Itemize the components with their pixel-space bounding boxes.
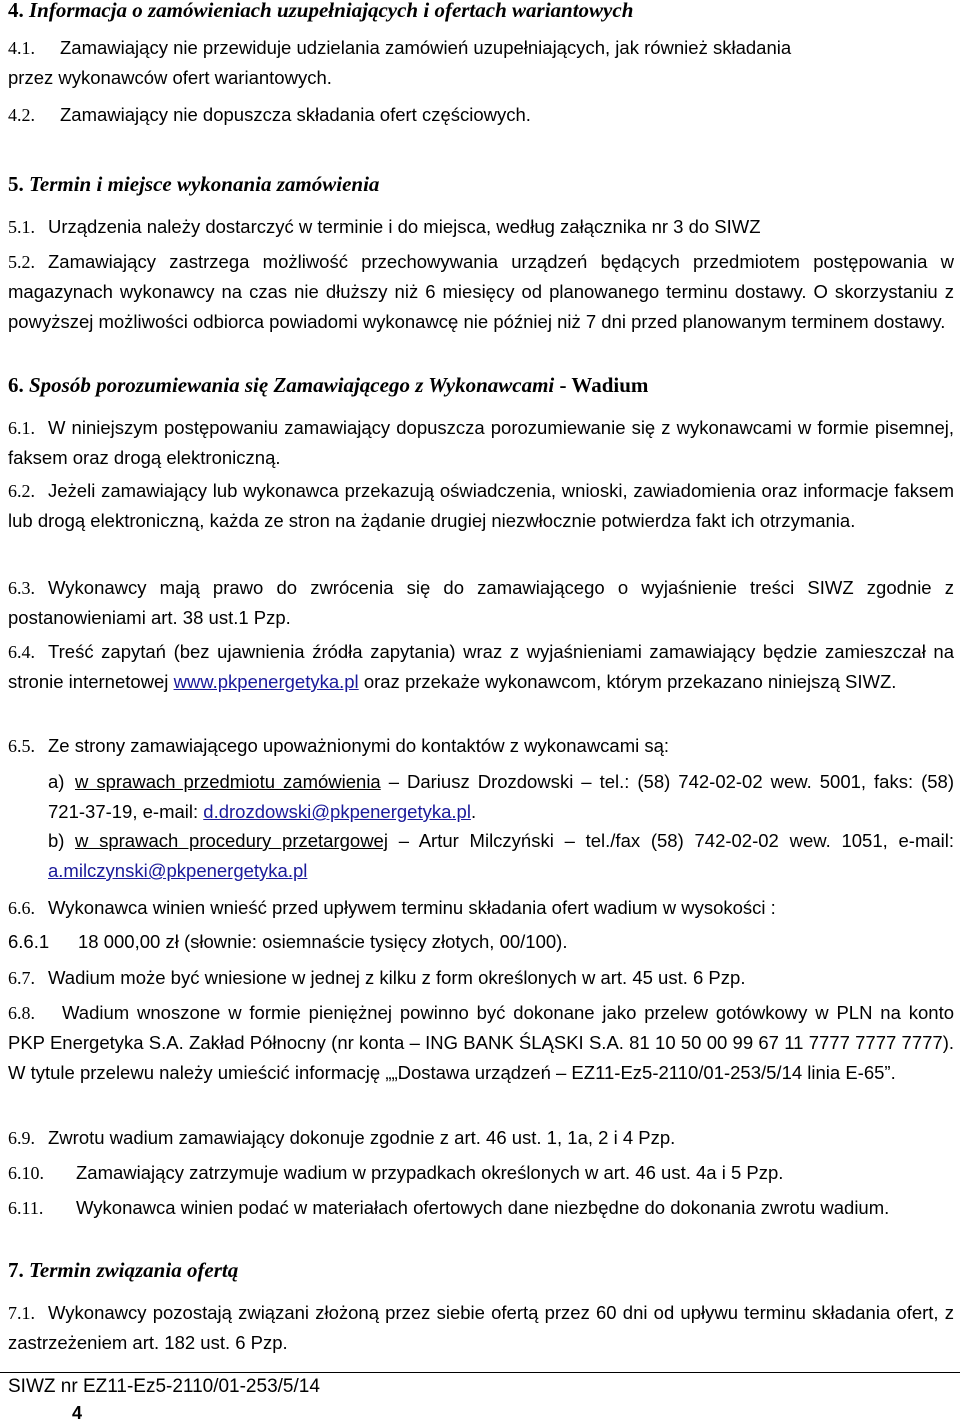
paragraph-number: 6.4. [8, 642, 35, 662]
paragraph-number: 6.7. [8, 968, 35, 988]
paragraph-text: Wadium wnoszone w formie pieniężnej powinno być dokonane jako przelew gotówkowy w PLN na konto PKP Energetyka S.A. Zakład Północny (nr konta – ING BANK ŚLĄSKI S.A. 81 10 50 00 99 67 11 7777 7777 7777). W tytule przelewu należy umieścić informację „„Dostawa urządzeń – EZ11-Ez5-2110/01-253/5/14 linia E-65”. [8, 1002, 954, 1083]
contact-role: w sprawach przedmiotu zamówienia [75, 771, 381, 792]
paragraph-text: Jeżeli zamawiający lub wykonawca przekazują oświadczenia, wnioski, zawiadomienia oraz informacje faksem lub drogą elektroniczną, każda ze stron na żądanie drugiej niezwłocznie potwierdza fakt ich otrzymania. [8, 480, 954, 531]
section-4-heading [8, 0, 633, 23]
paragraph-number: 4.1. [8, 38, 35, 58]
punctuation: . [470, 801, 477, 822]
paragraph-text: Zamawiający nie przewiduje udzielania zamówień uzupełniających, jak również składania [60, 37, 792, 58]
paragraph-4-2 [8, 100, 954, 130]
section-6-heading [8, 373, 648, 398]
paragraph-6-5 [8, 731, 954, 761]
paragraph-number: 5.2. [8, 252, 35, 272]
footer-divider [0, 1372, 960, 1373]
paragraph-number: 7.1. [8, 1303, 35, 1323]
paragraph-6-2 [8, 476, 954, 536]
email-link[interactable]: d.drozdowski@pkpenergetyka.pl [203, 801, 471, 822]
paragraph-text: Ze strony zamawiającego upoważnionymi do kontaktów z wykonawcami są: [48, 735, 670, 756]
paragraph-text: Wykonawca winien wnieść przed upływem terminu składania ofert wadium w wysokości : [48, 897, 776, 918]
paragraph-number: 6.6.1 [8, 931, 50, 952]
paragraph-number: 6.2. [8, 481, 35, 501]
paragraph-text: Zamawiający nie dopuszcza składania ofert częściowych. [60, 104, 531, 125]
section-subtitle: - Wadium [559, 373, 649, 397]
email-link[interactable]: a.milczynski@pkpenergetyka.pl [48, 860, 308, 881]
paragraph-6-11 [8, 1193, 954, 1223]
paragraph-text: przez wykonawców ofert wariantowych. [8, 67, 332, 88]
paragraph-number: 6.9. [8, 1128, 35, 1148]
contact-item-b [48, 826, 954, 886]
paragraph-number: 6.11. [8, 1198, 44, 1218]
paragraph-text: oraz przekaże wykonawcom, którym przekazano niniejszą SIWZ. [363, 671, 897, 692]
paragraph-6-9 [8, 1123, 954, 1153]
paragraph-6-6 [8, 893, 954, 923]
paragraph-5-1 [8, 212, 954, 242]
section-number: 4. [8, 0, 24, 22]
contact-details: – Dariusz Drozdowski – tel.: (58) 742-02-02 wew. 5001, faks: (58) 721-37-19, e-mail: [48, 771, 955, 822]
section-title: Termin związania ofertą [29, 1258, 239, 1282]
section-number: 5. [8, 172, 24, 196]
paragraph-number: 6.5. [8, 736, 35, 756]
paragraph-6-8 [8, 998, 954, 1088]
paragraph-text: 18 000,00 zł (słownie: osiemnaście tysięcy złotych, 00/100). [78, 931, 568, 952]
paragraph-text: Wadium może być wniesione w jednej z kilku z form określonych w art. 45 ust. 6 Pzp. [48, 967, 746, 988]
paragraph-text: Zamawiający zatrzymuje wadium w przypadkach określonych w art. 46 ust. 4a i 5 Pzp. [76, 1162, 784, 1183]
footer-reference: SIWZ nr EZ11-Ez5-2110/01-253/5/14 [8, 1376, 320, 1397]
contact-item-a [48, 767, 954, 827]
paragraph-5-2 [8, 247, 954, 337]
list-letter: a) [48, 771, 65, 792]
website-link[interactable]: www.pkpenergetyka.pl [173, 671, 359, 692]
paragraph-6-6-1 [8, 927, 954, 957]
paragraph-text: Treść zapytań (bez ujawnienia źródła zapytania) wraz z wyjaśnieniami zamawiający będzie zamieszczał na stronie internetowej [8, 641, 954, 692]
paragraph-4-1 [8, 33, 954, 93]
section-7-heading [8, 1258, 238, 1283]
paragraph-text: Zwrotu wadium zamawiający dokonuje zgodnie z art. 46 ust. 1, 1a, 2 i 4 Pzp. [48, 1127, 676, 1148]
section-number: 6. [8, 373, 24, 397]
paragraph-text: Zamawiający zastrzega możliwość przechowywania urządzeń będących przedmiotem postępowania w magazynach wykonawcy na czas nie dłuższy niż 6 miesięcy od planowanego terminu dostawy. O skorzystaniu z powyższej możliwości odbiorca powiadomi wykonawcę nie później niż 7 dni przed planowanym terminem dostawy. [8, 251, 954, 332]
paragraph-number: 6.3. [8, 578, 35, 598]
paragraph-6-10 [8, 1158, 954, 1188]
section-number: 7. [8, 1258, 24, 1282]
paragraph-6-3 [8, 573, 954, 633]
paragraph-6-4 [8, 637, 954, 697]
paragraph-7-1 [8, 1298, 954, 1358]
list-letter: b) [48, 830, 65, 851]
section-5-heading [8, 172, 379, 197]
section-title: Termin i miejsce wykonania zamówienia [29, 172, 380, 196]
paragraph-text: Wykonawcy pozostają związani złożoną przez siebie ofertą przez 60 dni od upływu terminu składania ofert, z zastrzeżeniem art. 182 ust. 6 Pzp. [8, 1302, 954, 1353]
paragraph-6-7 [8, 963, 954, 993]
section-title: Informacja o zamówieniach uzupełniających i ofertach wariantowych [29, 0, 634, 22]
paragraph-text: Wykonawcy mają prawo do zwrócenia się do zamawiającego o wyjaśnienie treści SIWZ zgodnie z postanowieniami art. 38 ust.1 Pzp. [8, 577, 954, 628]
paragraph-number: 6.6. [8, 898, 35, 918]
paragraph-text: Wykonawca winien podać w materiałach ofertowych dane niezbędne do dokonania zwrotu wadium. [76, 1197, 890, 1218]
paragraph-number: 4.2. [8, 105, 35, 125]
paragraph-number: 6.10. [8, 1163, 44, 1183]
contact-details: – Artur Milczyński – tel./fax (58) 742-02-02 wew. 1051, e-mail: [398, 830, 955, 851]
section-title: Sposób porozumiewania się Zamawiającego z Wykonawcami [29, 373, 555, 397]
paragraph-text: Urządzenia należy dostarczyć w terminie i do miejsca, według załącznika nr 3 do SIWZ [48, 216, 761, 237]
paragraph-number: 6.1. [8, 418, 35, 438]
contact-role: w sprawach procedury przetargowej [75, 830, 388, 851]
paragraph-text: W niniejszym postępowaniu zamawiający dopuszcza porozumiewanie się z wykonawcami w formie pisemnej, faksem oraz drogą elektroniczną. [8, 417, 954, 468]
paragraph-number: 5.1. [8, 217, 35, 237]
paragraph-6-1 [8, 413, 954, 473]
page-number: 4 [72, 1403, 83, 1423]
paragraph-number: 6.8. [8, 1003, 35, 1023]
